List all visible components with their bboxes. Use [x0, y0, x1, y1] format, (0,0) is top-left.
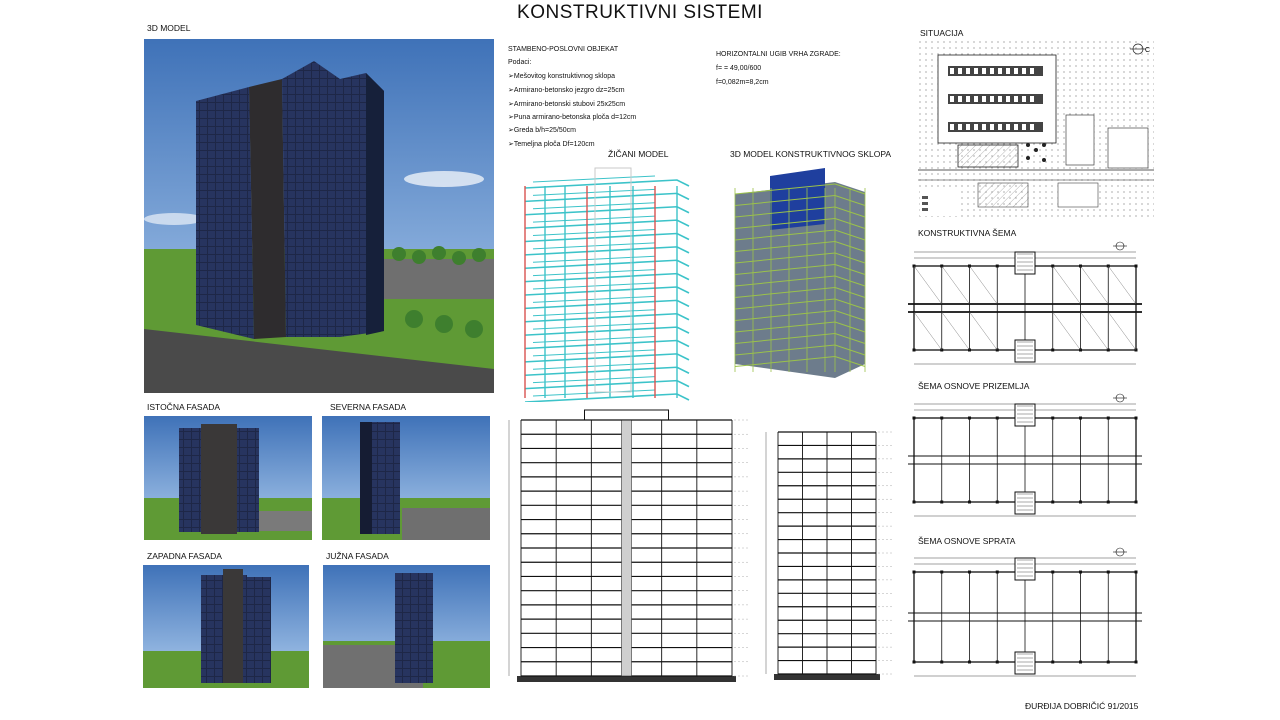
svg-text:C: C: [1145, 47, 1151, 54]
section-drawing-a: [505, 408, 750, 690]
deflection-result: f=0,082m=8,2cm: [716, 79, 769, 86]
label-sema-prizemlja: ŠEMA OSNOVE PRIZEMLJA: [918, 381, 1030, 391]
label-juzna-fasada: JUŽNA FASADA: [326, 551, 389, 561]
site-plan: [918, 40, 1154, 218]
structural-scheme: [900, 240, 1150, 372]
info-heading: STAMBENO-POSLOVNI OBJEKAT: [508, 46, 619, 53]
label-sema-sprata: ŠEMA OSNOVE SPRATA: [918, 536, 1016, 546]
ground-floor-plan: [900, 392, 1150, 524]
info-item: ➢Puna armirano-betonska ploča d=12cm: [508, 114, 637, 121]
info-item: ➢Greda b/h=25/50cm: [508, 127, 576, 134]
author-credit: ĐURĐIJA DOBRIČIĆ 91/2015: [1025, 701, 1139, 711]
label-istocna-fasada: ISTOČNA FASADA: [147, 402, 221, 412]
wireframe-model: [515, 162, 695, 402]
label-3d-model: 3D MODEL: [147, 23, 191, 33]
info-item: ➢Mešovitog konstruktivnog sklopa: [508, 73, 616, 80]
deflection-heading: HORIZONTALNI UGIB VRHA ZGRADE:: [716, 51, 841, 58]
info-item: ➢Armirano-betonski stubovi 25x25cm: [508, 101, 626, 108]
typical-floor-plan: [900, 546, 1150, 684]
structural-model: [715, 164, 885, 386]
info-item: ➢Armirano-betonsko jezgro dz=25cm: [508, 87, 625, 94]
deflection-formula: f= = 49,00/600: [716, 65, 762, 72]
page-title: KONSTRUKTIVNI SISTEMI: [517, 2, 763, 23]
info-subheading: Podaci:: [508, 59, 532, 66]
label-konstruktivna-sema: KONSTRUKTIVNA ŠEMA: [918, 228, 1017, 238]
section-drawing-b: [762, 420, 894, 688]
render-juzna-fasada: [323, 565, 490, 688]
render-3d-model: [144, 39, 494, 393]
label-situacija: SITUACIJA: [920, 28, 964, 38]
label-severna-fasada: SEVERNA FASADA: [330, 402, 407, 412]
render-severna-fasada: [322, 416, 490, 540]
info-item: ➢Temeljna ploča Df=120cm: [508, 141, 595, 148]
render-zapadna-fasada: [143, 565, 309, 688]
label-zapadna-fasada: ZAPADNA FASADA: [147, 551, 222, 561]
label-zicani-model: ŽIČANI MODEL: [608, 149, 669, 159]
label-3d-model-sklopa: 3D MODEL KONSTRUKTIVNOG SKLOPA: [730, 149, 892, 159]
render-istocna-fasada: [144, 416, 312, 540]
